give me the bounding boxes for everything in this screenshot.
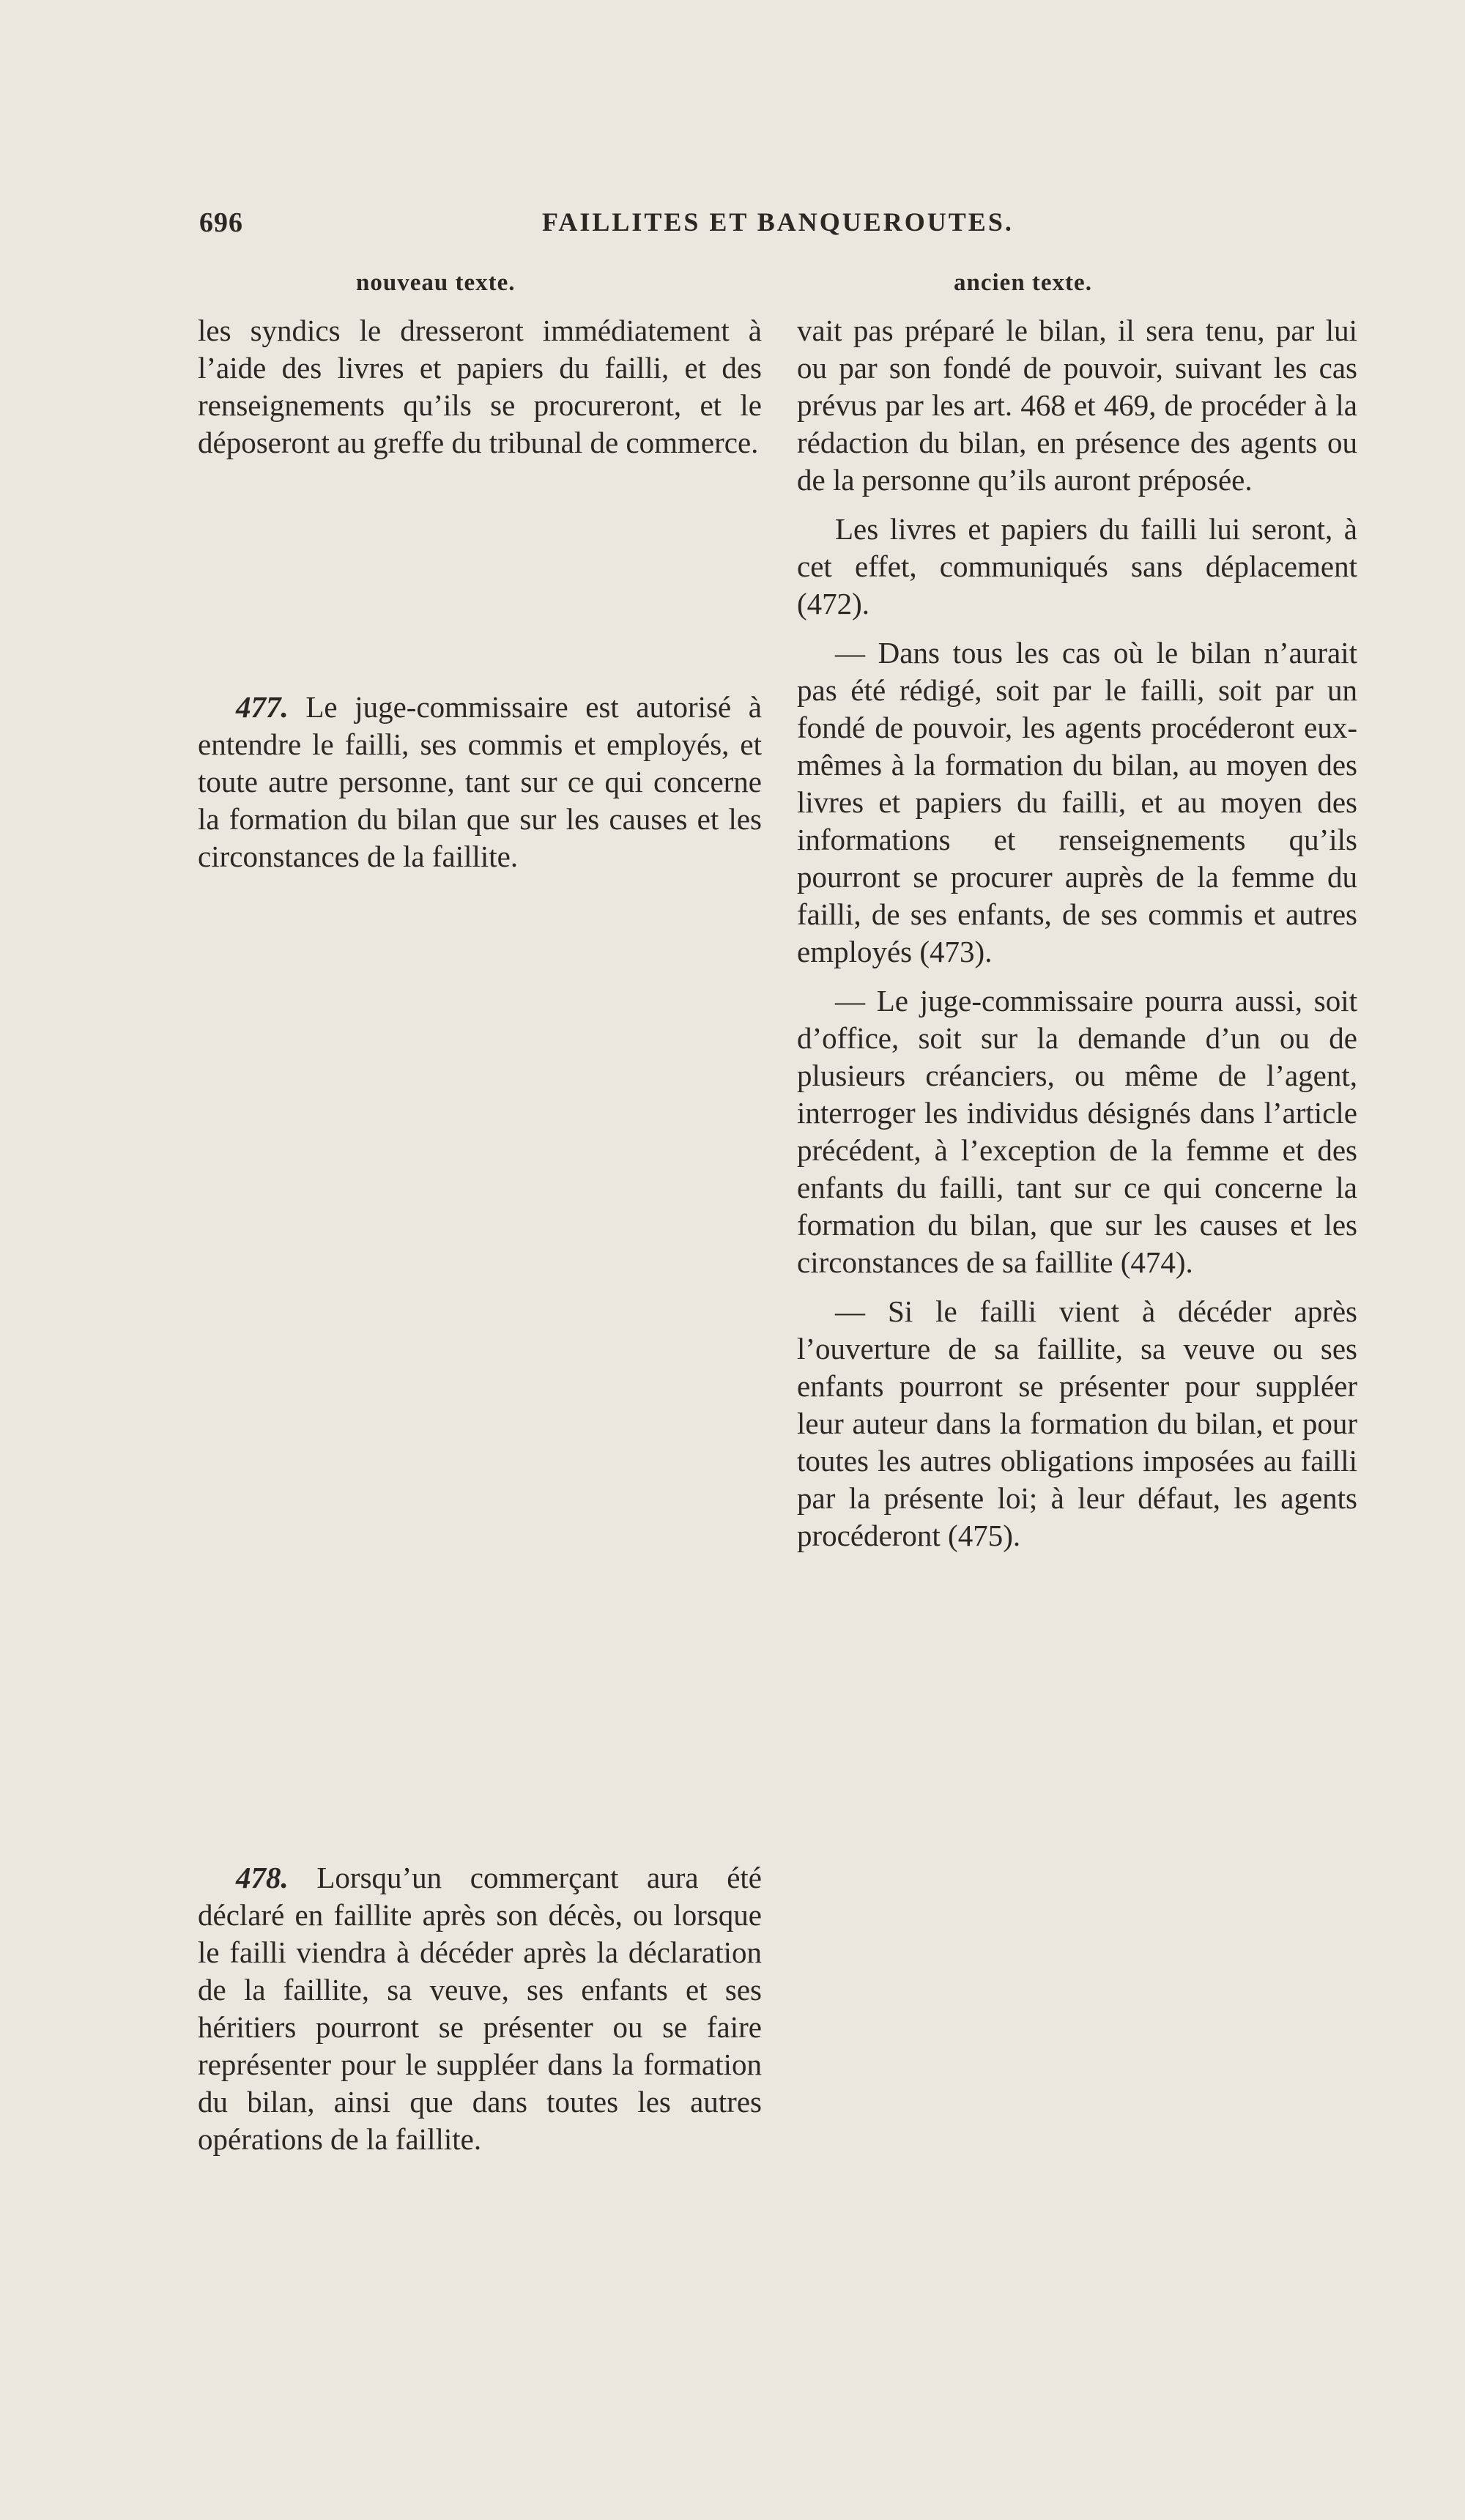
article-477-number: 477. (236, 690, 289, 724)
left-paragraph-continuation: les syndics le dresseront immédiatement à l’aide des livres et papiers du failli, et des renseignements qu’ils se procureront, et le déposeront au greffe du tribunal de commerce. (198, 314, 762, 459)
right-paragraph-5: — Si le failli vient à décéder après l’ouverture de sa faillite, sa veuve ou ses enfants pourront se présenter pour suppléer leur auteur dans la formation du bilan, et pour toutes les autres obligations imposées au failli par la présente loi; à leur défaut, les agents procéderont (475). (797, 1294, 1357, 1552)
article-478-text: Lorsqu’un commerçant aura été déclaré en faillite après son décès, ou lorsque le failli viendra à décéder après la déclaration de la faillite, sa veuve, ses enfants et ses héritiers pourront se présenter ou se faire représenter pour le suppléer dans la formation du bilan, ainsi que dans toutes les autres opérations de la faillite. (198, 1861, 762, 2156)
left-block-article-478 (198, 1859, 762, 2158)
page-header (0, 207, 1465, 251)
left-block-continuation (198, 312, 762, 462)
right-column-heading: ancien texte. (954, 270, 1092, 296)
right-paragraph-2: Les livres et papiers du failli lui seront, à cet effet, communiqués sans déplacement (472). (797, 512, 1357, 620)
right-block-text (797, 312, 1357, 1554)
right-paragraph-4: — Le juge-commissaire pourra aussi, soit d’office, soit sur la demande d’un ou de plusieurs créanciers, ou même de l’agent, interroger les individus désignés dans l’article précédent, à l’exception de la femme et des enfants du failli, tant sur ce qui concerne la formation du bilan, que sur les causes et les circonstances de sa faillite (474). (797, 984, 1357, 1279)
left-column-heading: nouveau texte. (356, 270, 516, 296)
article-478-number: 478. (236, 1861, 289, 1894)
page-number: 696 (199, 207, 243, 238)
right-paragraph-1: vait pas préparé le bilan, il sera tenu, par lui ou par son fondé de pouvoir, suivant les cas prévus par les art. 468 et 469, de procéder à la rédaction du bilan, en présence des agents ou de la personne qu’ils auront préposée. (797, 314, 1357, 497)
right-paragraph-3: — Dans tous les cas où le bilan n’aurait pas été rédigé, soit par le failli, soit par un fondé de pouvoir, les agents procéderont eux-mêmes à la formation du bilan, au moyen des livres et papiers du failli, et au moyen des informations et renseignements qu’ils pourront se procurer auprès de la femme du failli, de ses enfants, de ses commis et autres employés (473). (797, 636, 1357, 968)
article-478 (198, 1859, 762, 2158)
article-477-text: Le juge-commissaire est autorisé à entendre le failli, ses commis et employés, et toute autre personne, tant sur ce qui concerne la formation du bilan que sur les causes et les circonstances de la faillite. (198, 690, 762, 873)
article-477 (198, 689, 762, 875)
running-title: FAILLITES ET BANQUEROUTES. (542, 207, 1014, 237)
left-block-article-477 (198, 689, 762, 875)
